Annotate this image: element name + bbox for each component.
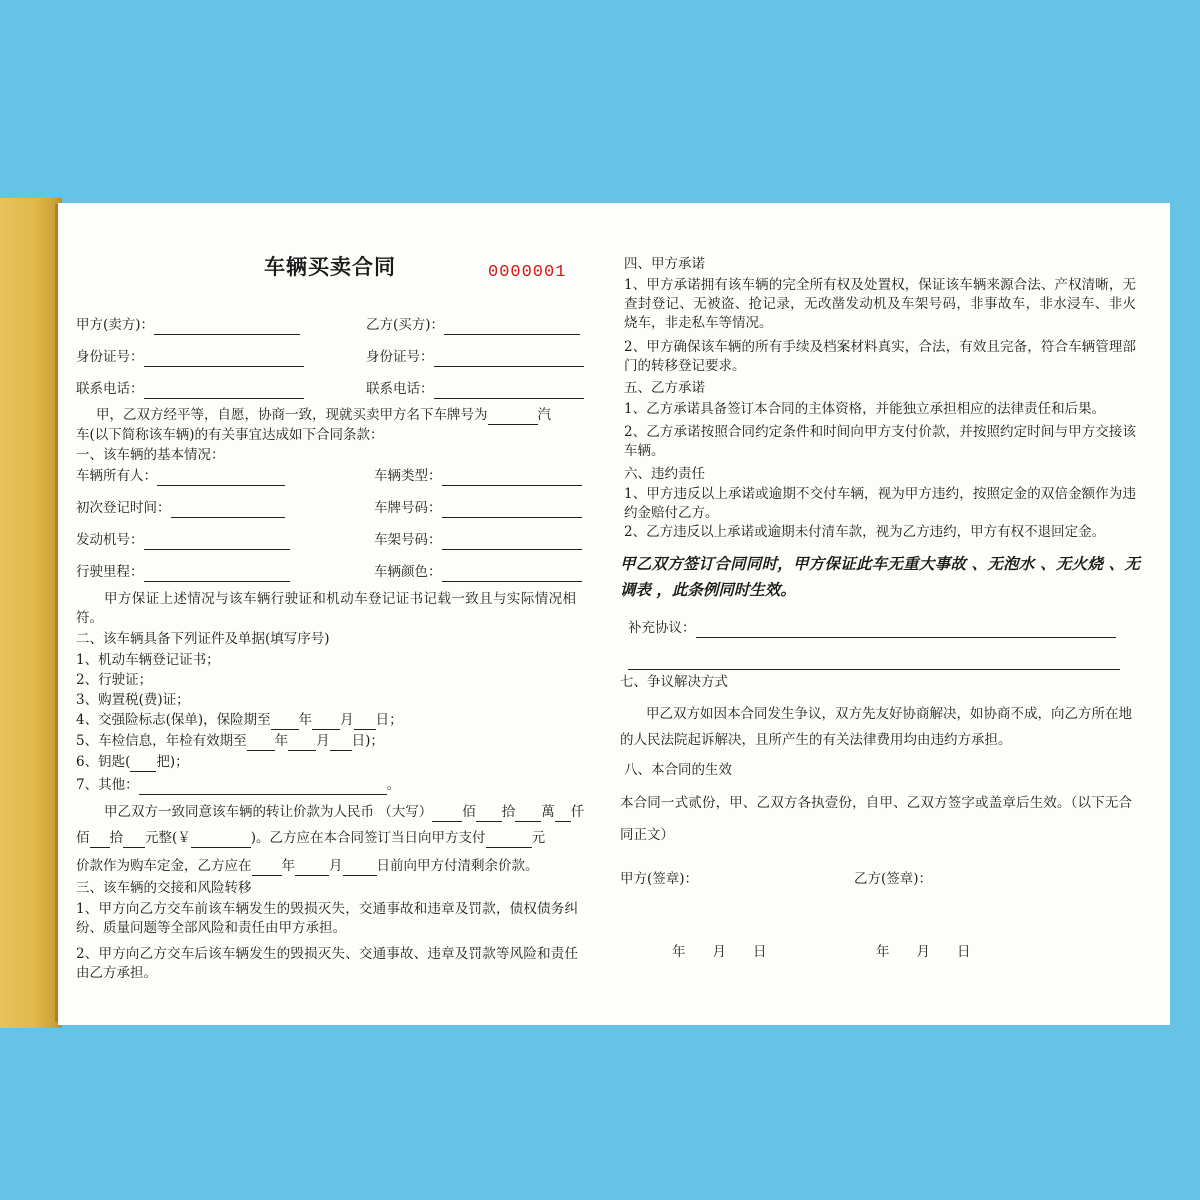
seller-id-label: 身份证号： — [76, 349, 144, 365]
section-5-heading: 五、乙方承诺 — [624, 380, 705, 396]
intro-text-2: 汽 — [537, 407, 551, 423]
buyer-field[interactable] — [444, 320, 580, 335]
plate-label: 车牌号码： — [374, 500, 442, 516]
doc-5-day: 日)； — [351, 733, 384, 749]
vehicle-type-field[interactable] — [442, 471, 582, 486]
doc-4-year: 年 — [298, 712, 313, 728]
plate-row — [374, 499, 582, 518]
section-1-heading: 一、该车辆的基本情况： — [76, 447, 225, 463]
price-unit-bai-2: 佰 — [76, 830, 90, 846]
insurance-month-field[interactable] — [312, 715, 340, 730]
mileage-field[interactable] — [144, 567, 290, 582]
seller-field[interactable] — [154, 320, 300, 335]
doc-7-suffix: 。 — [386, 777, 401, 793]
deposit-yuan: 元 — [531, 830, 546, 846]
mileage-row — [76, 563, 290, 582]
inspection-year-field[interactable] — [247, 736, 275, 751]
seller-id-field[interactable] — [144, 352, 304, 367]
deposit-amount-field[interactable] — [486, 833, 532, 848]
price-qian-field[interactable] — [555, 807, 571, 822]
price-wan-field[interactable] — [515, 807, 541, 822]
doc-5-text: 5、车检信息，年检有效期至 — [76, 733, 247, 749]
color-label: 车辆颜色： — [374, 564, 442, 580]
book-binding — [0, 198, 62, 1028]
section-4-item-2: 2、甲方确保该车辆的所有手续及档案材料真实，合法，有效且完备，符合车辆管理部门的转移登记要求。 — [624, 339, 1136, 374]
section-8-body: 本合同一式贰份，甲、乙双方各执壹份，自甲、乙双方签字或盖章后生效。（以下无合同正文） — [620, 795, 1132, 843]
buyer-phone-field[interactable] — [434, 384, 584, 399]
seller-phone-field[interactable] — [144, 384, 304, 399]
section-6-heading: 六、违约责任 — [624, 466, 705, 482]
price-shi-field[interactable] — [123, 833, 145, 848]
buyer-id-row — [366, 348, 584, 367]
pay-month-label: 月 — [329, 858, 343, 874]
vehicle-type-label: 车辆类型： — [374, 468, 442, 484]
seller-row — [76, 316, 300, 335]
price-unit-wan: 萬 — [541, 804, 555, 820]
price-bai-field[interactable] — [90, 833, 110, 848]
deposit-text: )。乙方应在本合同签订当日向甲方支付 — [250, 830, 486, 846]
vehicle-owner-label: 车辆所有人： — [76, 468, 157, 484]
plate-number-field[interactable] — [488, 410, 538, 425]
vehicle-owner-row — [76, 467, 285, 486]
doc-item-1: 1、机动车辆登记证书； — [76, 652, 220, 668]
party-a-signature[interactable]: 甲方(签章)： — [620, 871, 699, 887]
section-4-heading: 四、甲方承诺 — [624, 256, 705, 272]
doc-4-day: 日； — [375, 712, 403, 728]
engine-row — [76, 531, 290, 550]
inspection-month-field[interactable] — [288, 736, 316, 751]
remaining-text: 价款作为购车定金，乙方应在 — [76, 858, 252, 874]
doc-5-year: 年 — [274, 733, 289, 749]
vehicle-type-row — [374, 467, 582, 486]
section-3-heading: 三、该车辆的交接和风险转移 — [76, 880, 252, 896]
doc-item-3: 3、购置税(费)证； — [76, 692, 190, 708]
color-row — [374, 563, 582, 582]
inspection-day-field[interactable] — [330, 736, 352, 751]
supplement-line-2 — [628, 651, 1120, 670]
price-unit-shi: 拾 — [501, 804, 516, 820]
price-tens-thousand-field[interactable] — [476, 807, 502, 822]
party-b-signature[interactable]: 乙方(签章)： — [854, 871, 933, 887]
price-yuan-text: 元整(￥ — [145, 830, 191, 846]
doc-7-text: 7、其他： — [76, 777, 139, 793]
party-b-date[interactable]: 年 月 日 — [876, 944, 971, 960]
supplement-row — [628, 619, 1116, 638]
pay-year-field[interactable] — [252, 861, 282, 876]
buyer-row — [366, 316, 580, 335]
section-5-item-2: 2、乙方承诺按照合同约定条件和时间向甲方支付价款，并按照约定时间与甲方交接该车辆。 — [624, 424, 1136, 459]
doc-item-7 — [76, 776, 400, 795]
section-8-heading: 八、本合同的生效 — [624, 762, 732, 778]
frame-field[interactable] — [442, 535, 582, 550]
supplement-label: 补充协议： — [628, 620, 696, 636]
price-line-3 — [76, 857, 539, 876]
intro-line-2: 车(以下简称该车辆)的有关事宜达成如下合同条款： — [76, 427, 384, 443]
contract-sheet — [58, 203, 1170, 1025]
engine-label: 发动机号： — [76, 532, 144, 548]
price-unit-shi-2: 拾 — [109, 830, 123, 846]
buyer-phone-label: 联系电话： — [366, 381, 434, 397]
price-amount-field[interactable] — [191, 833, 251, 848]
price-unit-qian: 仟 — [570, 804, 585, 820]
pay-day-label: 日前向甲方付清剩余价款。 — [376, 858, 539, 874]
buyer-id-field[interactable] — [434, 352, 584, 367]
guarantee-text: 甲方保证上述情况与该车辆行驶证和机动车登记证书记载一致且与实际情况相符。 — [76, 591, 576, 626]
buyer-label: 乙方(买方)： — [366, 317, 445, 333]
section-7-body: 甲乙双方如因本合同发生争议，双方先友好协商解决，如协商不成，向乙方所在地的人民法院起诉解决，且所产生的有关法律费用均由违约方承担。 — [620, 706, 1132, 748]
price-unit-bai: 佰 — [462, 804, 476, 820]
supplement-field[interactable] — [696, 623, 1116, 638]
insurance-year-field[interactable] — [271, 715, 299, 730]
right-page — [620, 203, 1140, 1025]
reg-date-field[interactable] — [171, 503, 285, 518]
pay-year-label: 年 — [281, 858, 295, 874]
doc-4-month: 月 — [340, 712, 354, 728]
color-field[interactable] — [442, 567, 582, 582]
seller-label: 甲方(卖方)： — [76, 317, 155, 333]
section-3-item-2: 2、甲方向乙方交车后该车辆发生的毁损灭失、交通事故、违章及罚款等风险和责任由乙方承担。 — [76, 946, 578, 981]
section-6-item-1: 1、甲方违反以上承诺或逾期不交付车辆，视为甲方违约，按照定金的双倍金额作为违约金赔付乙方。 — [624, 486, 1136, 521]
buyer-phone-row — [366, 380, 584, 399]
doc-item-4 — [76, 711, 403, 730]
section-6-item-2: 2、乙方违反以上承诺或逾期未付清车款，视为乙方违约，甲方有权不退回定金。 — [624, 524, 1106, 540]
price-line-1 — [104, 803, 584, 822]
frame-row — [374, 531, 582, 550]
doc-item-5 — [76, 732, 384, 751]
section-2-heading: 二、该车辆具备下列证件及单据(填写序号) — [76, 631, 330, 647]
section-5-item-1: 1、乙方承诺具备签订本合同的主体资格，并能独立承担相应的法律责任和后果。 — [624, 401, 1106, 417]
doc-item-2: 2、行驶证； — [76, 672, 153, 688]
seller-id-row — [76, 348, 304, 367]
doc-item-6 — [76, 753, 189, 772]
mileage-label: 行驶里程： — [76, 564, 144, 580]
plate-field[interactable] — [442, 503, 582, 518]
engine-field[interactable] — [144, 535, 290, 550]
seller-phone-label: 联系电话： — [76, 381, 144, 397]
price-text-1: 甲乙双方一致同意该车辆的转让价款为人民币 （大写） — [104, 804, 433, 820]
vehicle-owner-field[interactable] — [157, 471, 285, 486]
special-clause: 甲乙双方签订合同同时，甲方保证此车无重大事故 、无泡水 、无火烧 、无调表 ，此条例同时生效。 — [620, 554, 1140, 599]
section-4-item-1: 1、甲方承诺拥有该车辆的完全所有权及处置权，保证该车辆来源合法、产权清晰，无查封登记、无被盗、抢记录，无改凿发动机及车架号码，非事故车，非水浸车、非火烧车，非走私车等情况。 — [624, 277, 1136, 331]
seller-phone-row — [76, 380, 304, 399]
doc-4-text: 4、交强险标志(保单)，保险期至 — [76, 712, 271, 728]
keys-count-field[interactable] — [130, 757, 156, 772]
party-a-date[interactable]: 年 月 日 — [672, 944, 767, 960]
intro-line-1 — [96, 406, 551, 425]
serial-number: 0000001 — [488, 263, 567, 282]
doc-5-month: 月 — [316, 733, 330, 749]
intro-text-1: 甲，乙双方经平等，自愿，协商一致，现就买卖甲方名下车牌号为 — [96, 407, 488, 423]
contract-title: 车辆买卖合同 — [264, 255, 396, 279]
price-hundreds-thousand-field[interactable] — [432, 807, 462, 822]
insurance-day-field[interactable] — [354, 715, 376, 730]
pay-month-field[interactable] — [295, 861, 329, 876]
pay-day-field[interactable] — [343, 861, 377, 876]
left-page — [76, 203, 586, 1025]
price-line-2 — [76, 829, 545, 848]
section-3-item-1: 1、甲方向乙方交车前该车辆发生的毁损灭失，交通事故和违章及罚款，债权债务纠纷、质量问题等全部风险和责任由甲方承担。 — [76, 901, 578, 936]
frame-label: 车架号码： — [374, 532, 442, 548]
other-docs-field[interactable] — [139, 780, 387, 795]
doc-6-suffix: 把)； — [156, 754, 189, 770]
buyer-id-label: 身份证号： — [366, 349, 434, 365]
reg-date-label: 初次登记时间： — [76, 500, 171, 516]
section-7-heading: 七、争议解决方式 — [620, 674, 728, 690]
doc-6-text: 6、钥匙( — [76, 754, 131, 770]
reg-date-row — [76, 499, 285, 518]
supplement-field-2[interactable] — [628, 655, 1120, 670]
